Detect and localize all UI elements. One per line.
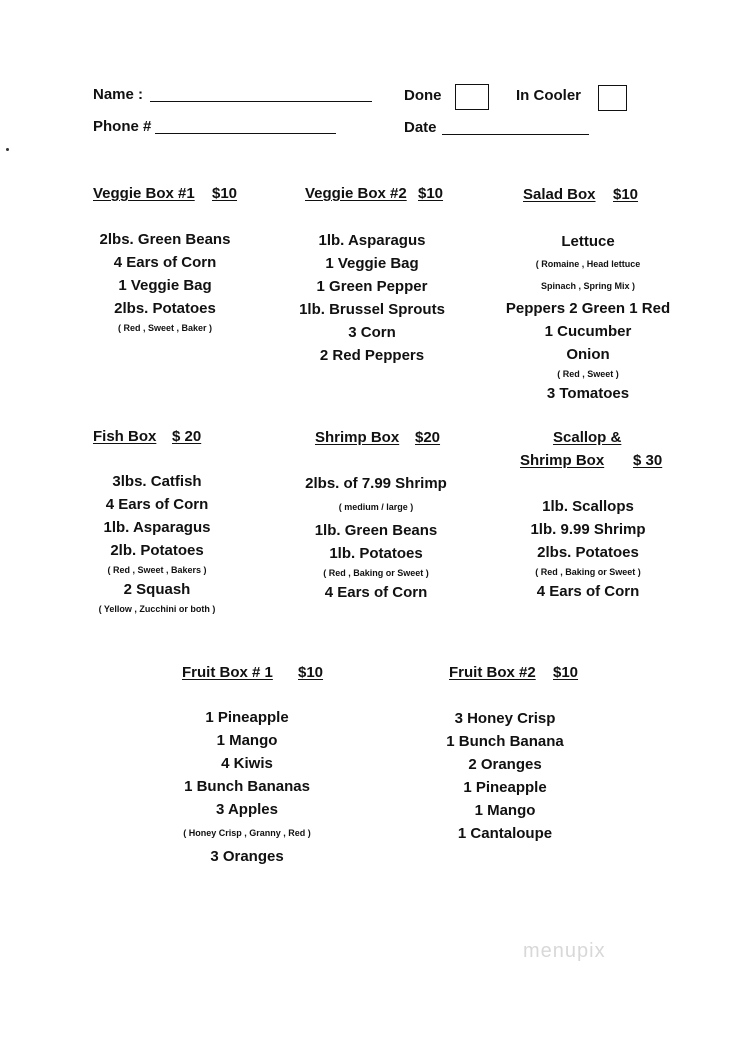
- in-cooler-label: In Cooler: [516, 87, 582, 104]
- veggie-box-2-list: [262, 229, 482, 367]
- fruit-box-2-title: Fruit Box #2: [449, 664, 536, 681]
- list-item: 3 Oranges: [210, 848, 284, 865]
- date-label: Date: [404, 119, 437, 136]
- list-note: ( Red , Sweet ): [557, 369, 619, 379]
- list-note: Spinach , Spring Mix ): [540, 281, 635, 291]
- done-label: Done: [404, 87, 442, 104]
- list-item: 1lb. Green Beans: [314, 522, 438, 539]
- list-item: 1lb. 9.99 Shrimp: [530, 521, 646, 538]
- list-note: ( medium / large ): [338, 502, 414, 512]
- fish-box-title: Fish Box: [93, 428, 157, 445]
- list-item: 2lbs. Green Beans: [99, 231, 231, 248]
- list-item: 1 Cucumber: [544, 323, 632, 340]
- list-item: 4 Kiwis: [221, 755, 273, 772]
- watermark: menupix: [523, 940, 606, 962]
- list-item: 1 Green Pepper: [316, 278, 428, 295]
- salad-box-price: $10: [613, 186, 639, 203]
- list-item: 1lb. Asparagus: [103, 519, 211, 536]
- list-item: 2 Oranges: [468, 756, 542, 773]
- list-item: 3 Corn: [348, 324, 396, 341]
- list-item: 2lbs. of 7.99 Shrimp: [305, 475, 447, 492]
- veggie-box-2-price: $10: [418, 185, 444, 202]
- shrimp-box-price: $20: [415, 429, 441, 446]
- list-item: 4 Ears of Corn: [324, 584, 428, 601]
- fruit-box-1-title: Fruit Box # 1: [182, 664, 273, 681]
- in-cooler-checkbox[interactable]: [598, 85, 627, 111]
- list-item: 3lbs. Catfish: [112, 473, 202, 490]
- list-item: 1 Mango: [474, 802, 536, 819]
- veggie-box-1-price: $10: [212, 185, 238, 202]
- scallop-box-list: [478, 495, 698, 603]
- list-item: Onion: [566, 346, 610, 363]
- list-item: Lettuce: [561, 233, 615, 250]
- list-item: 1 Bunch Banana: [446, 733, 564, 750]
- list-item: 1 Bunch Bananas: [184, 778, 310, 795]
- list-item: 1lb. Potatoes: [329, 545, 423, 562]
- fruit-box-1-price: $10: [298, 664, 324, 681]
- list-item: 1 Pineapple: [463, 779, 547, 796]
- list-item: 1 Pineapple: [205, 709, 289, 726]
- list-item: 4 Ears of Corn: [113, 254, 217, 271]
- list-item: 2lbs. Potatoes: [114, 300, 216, 317]
- fruit-box-2-list: [395, 707, 615, 845]
- phone-label: Phone #: [93, 118, 152, 135]
- done-checkbox[interactable]: [455, 84, 489, 110]
- fish-box-list: [47, 470, 267, 617]
- salad-box-title: Salad Box: [523, 186, 596, 203]
- list-item: 2 Squash: [123, 581, 191, 598]
- scan-speck: [6, 148, 9, 151]
- list-note: ( Red , Baking or Sweet ): [535, 567, 641, 577]
- list-note: ( Red , Baking or Sweet ): [323, 568, 429, 578]
- list-item: Peppers 2 Green 1 Red: [505, 300, 671, 317]
- veggie-box-1-title: Veggie Box #1: [93, 185, 195, 202]
- list-note: ( Honey Crisp , Granny , Red ): [183, 828, 311, 838]
- shrimp-box-list: [266, 472, 486, 604]
- name-label: Name :: [93, 86, 144, 103]
- fruit-box-2-price: $10: [553, 664, 579, 681]
- fish-box-price: $ 20: [172, 428, 202, 445]
- veggie-box-2-title: Veggie Box #2: [305, 185, 407, 202]
- list-note: ( Yellow , Zucchini or both ): [98, 604, 216, 614]
- scallop-box-price: $ 30: [633, 452, 663, 469]
- list-item: 1 Cantaloupe: [457, 825, 553, 842]
- phone-field[interactable]: [155, 133, 336, 134]
- list-item: 3 Apples: [216, 801, 278, 818]
- list-item: 1lb. Scallops: [542, 498, 634, 515]
- salad-box-list: [478, 230, 698, 405]
- list-item: 2lb. Potatoes: [110, 542, 204, 559]
- list-item: 3 Tomatoes: [546, 385, 630, 402]
- list-item: 3 Honey Crisp: [454, 710, 556, 727]
- list-note: ( Red , Sweet , Baker ): [117, 323, 213, 333]
- list-item: 4 Ears of Corn: [105, 496, 209, 513]
- scallop-box-title-line2: Shrimp Box: [520, 452, 605, 469]
- date-field[interactable]: [442, 134, 589, 135]
- list-item: 1 Veggie Bag: [118, 277, 212, 294]
- list-item: 1lb. Asparagus: [318, 232, 426, 249]
- list-item: 4 Ears of Corn: [536, 583, 640, 600]
- list-item: 2lbs. Potatoes: [537, 544, 639, 561]
- shrimp-box-title: Shrimp Box: [315, 429, 400, 446]
- fruit-box-1-list: [137, 706, 357, 868]
- list-note: ( Red , Sweet , Bakers ): [107, 565, 207, 575]
- scallop-box-title-line1: Scallop &: [553, 429, 622, 446]
- list-item: 1 Veggie Bag: [325, 255, 419, 272]
- list-note: ( Romaine , Head lettuce: [535, 259, 641, 269]
- list-item: 2 Red Peppers: [319, 347, 425, 364]
- list-item: 1lb. Brussel Sprouts: [299, 301, 445, 318]
- veggie-box-1-list: [55, 228, 275, 336]
- list-item: 1 Mango: [216, 732, 278, 749]
- name-field[interactable]: [150, 101, 372, 102]
